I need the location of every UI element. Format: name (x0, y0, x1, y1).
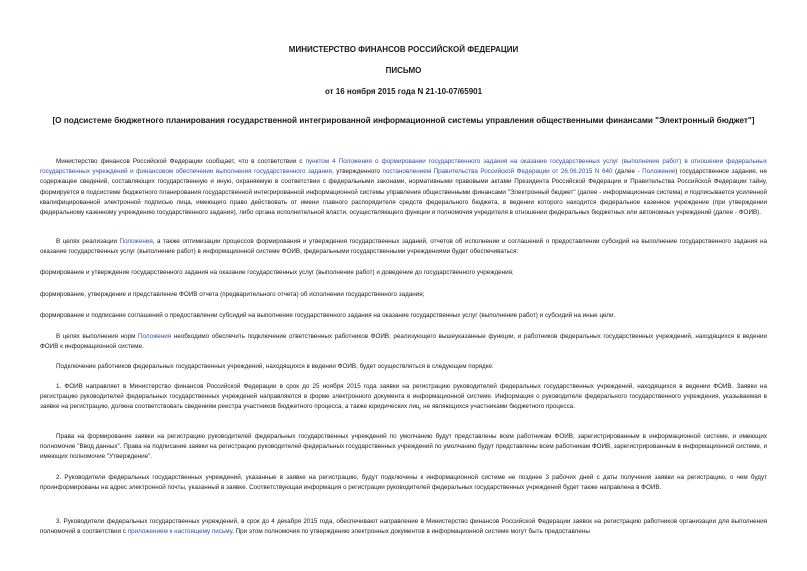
list-item-3: формирование и подписание соглашений о предоставлении субсидий на выполнение государственного задания на оказание государственных услуг (выполнение работ) и субсидий на иные цели. (40, 312, 616, 319)
document-subject: [О подсистеме бюджетного планирования государственной интегрированной информационной системы управления общественными финансами "Электронный бюджет"] (52, 116, 755, 125)
ministry-title: МИНИСТЕРСТВО ФИНАНСОВ РОССИЙСКОЙ ФЕДЕРАЦИИ (288, 45, 519, 54)
paragraph-6-text-a: В целях выполнения норм (56, 333, 139, 340)
paragraph-1-text-c: (далее - (612, 168, 643, 176)
paragraph-1-text-b: , утвержденного (331, 168, 383, 176)
paragraph-2-text-b: , а также оптимизации процессов формирования и утверждения государственных заданий, отчетов об исполнении и соглашений о предоставлении субсидий на выполнение государственного задания на оказание государственных услуг (выполнение работ) в информационной системе ФОИВ, федеральными государственными учреждениями будет обеспечиваться: (40, 238, 767, 256)
paragraph-6-text-b: необходимо обеспечить подключение ответственных работников ФОИВ, реализующего вышеуказанные функции, и работников федеральных государственных учреждений, находящихся в ведении ФОИВ к информационной системе. (40, 333, 767, 351)
paragraph-2-text-a: В целях реализации (56, 238, 120, 245)
link-polozhenie-3[interactable]: Положения (138, 333, 172, 340)
paragraph-11-text-b: . При этом полномочия по утверждению электронных документов в информационной системе могут быть предоставлены (232, 528, 590, 536)
paragraph-11 (40, 517, 767, 537)
paragraph-8: 1. ФОИВ направляет в Министерство финансов Российской Федерации в срок до 25 ноября 2015 года заявки на регистрацию руководителей федеральных государственных учреждений, находящихся в ведении ФОИВ. Заявки на регистрацию руководителей федеральных государственных учреждений направляются в форме электронного документа в информационной системе. Информация о руководителе федерального государственного учреждения, указываемая в заявке на регистрацию, должна соответствовать сведениям реестра участников бюджетного процесса, а также юридических лиц, не являющихся участниками бюджетного процесса. (40, 383, 767, 411)
paragraph-6 (40, 332, 767, 352)
list-item-1: формирование и утверждение государственного задания на оказание государственных услуг (выполнение работ) и доведение до государственного учреждения; (40, 269, 514, 276)
link-polozhenie[interactable]: Положение (642, 168, 676, 176)
paragraph-9: Права на формирование заявки на регистрацию руководителей федеральных государственных учреждений по умолчанию будут представлены всем работникам ФОИВ, зарегистрированным в информационной системе, и имеющих полномочие "Ввод данных". Права на подписание заявки на регистрацию руководителей федеральных государственных учреждений по умолчанию будут представлены всем работникам ФОИВ, зарегистрированным в информационной системе, и имеющих полномочие "Утверждение". (40, 433, 767, 461)
list-item-2: формирование, утверждение и представление ФОИВ отчета (предварительного отчета) об исполнении государственного задания; (40, 291, 425, 298)
document-type: ПИСЬМО (385, 66, 422, 75)
paragraph-2 (40, 237, 767, 257)
paragraph-11-text-a: 3. Руководители федеральных государственных учреждений, в срок до 4 декабря 2015 года, обеспечивают направление в Министерство финансов Российской Федерации заявок на регистрацию работников организации для выполнения полномочий в соответствии с (40, 518, 767, 536)
paragraph-1 (40, 157, 767, 218)
link-polozhenie-2[interactable]: Положения (119, 238, 153, 245)
paragraph-1-text-d: ) государственное задание, не содержащее сведений, составляющих государственную и иную, охраняемую в соответствии с федеральными законами, нормативными правовыми актами Президента Российской Федерации и Правительства Российской Федерации тайну, формируется в подсистеме бюджетного планирования государственной интегрированной информационной системы управления общественными финансами "Электронный бюджет" (далее - информационная система) и подписывается усиленной квалифицированной электронной подписью лица, имеющего право действовать от имени главного распорядителя средств федерального бюджета, в ведении которого находится федеральное казенное учреждение (при утверждении федеральному казенному учреждению государственного задания), либо органа исполнительной власти, осуществляющего функции и полномочия учредителя в отношении федеральных бюджетных или автономных учреждений (далее - ФОИВ). (40, 168, 767, 217)
paragraph-1-text-a: Министерство финансов Российской Федерации сообщает, что в соответствии с (56, 158, 306, 165)
paragraph-10: 2. Руководители федеральных государственных учреждений, указанные в заявке на регистрацию, будут подключены к информационной системе не позднее 3 рабочих дней с даты получения заявки на регистрацию, о чем будут проинформированы на адрес электронной почты, указанный в заявке. Соответствующая информация о регистрации руководителей федеральных государственных учреждений будет также направлена в ФОИВ. (40, 474, 767, 492)
link-positions-clause-4[interactable]: пунктом 4 Положения о формировании государственного задания на оказание государственных услуг (выполнение работ) в отношении федеральных государственных учреждений и финансовом обеспечении выполнения государственного задания (40, 158, 767, 176)
document-number-date: от 16 ноября 2015 года N 21-10-07/65901 (324, 87, 483, 96)
paragraph-7: Подключение работников федеральных государственных учреждений, находящихся в ведении ФОИВ, будет осуществляться в следующем порядке: (56, 363, 494, 370)
link-appendix[interactable]: приложением к настоящему письму (127, 528, 233, 536)
link-government-decree-640[interactable]: постановлением Правительства Российской Федерации от 26.06.2015 N 640 (382, 168, 613, 176)
